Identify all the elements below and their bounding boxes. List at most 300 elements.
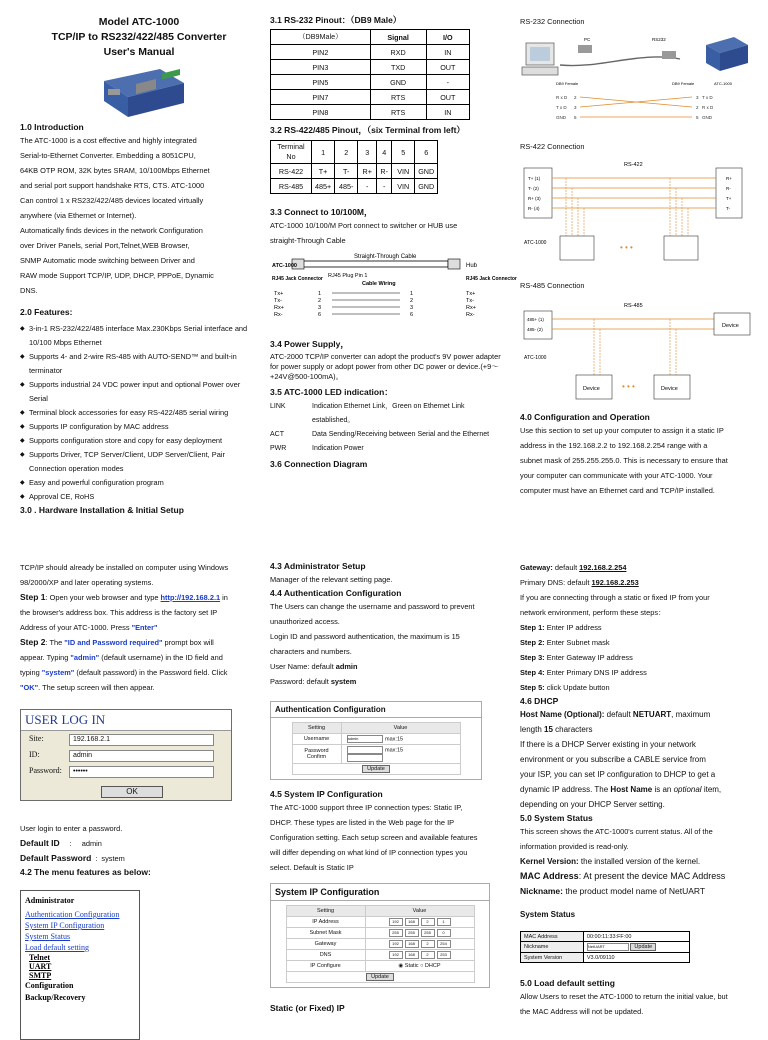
host-end: , maximum [671,710,711,719]
doc-model: Model ATC-1000 [98,16,180,28]
rs422-atc-label: ATC-1000 [524,240,547,246]
table-cell: GND [370,75,426,90]
column-1-bottom [20,560,258,1040]
table-row [292,745,460,764]
default-id-colon: : [69,839,72,848]
table-cell: VIN [392,179,415,194]
table-cell: GND [415,179,438,194]
rs485-conn-heading: RS-485 Connection [520,281,585,290]
table-cell: RS-422 [271,164,312,179]
table-header: （DB9Male） [271,30,371,45]
table-cell: - [358,179,377,194]
left-pin-num: 2 [318,298,322,304]
step-2-text-c: appear. Typing [20,653,71,662]
table-header: 1 [312,141,335,164]
feature-item: ◆ Terminal block accessories for easy RS-422/485 serial wiring [20,406,258,420]
db9-female-label-2: DB9 Female [672,81,695,86]
doc-subtitle: TCP/IP to RS232/422/485 Converter [51,31,227,43]
system-ip-panel [270,883,490,988]
right-connector-label: RJ45 Jack Connector [466,276,517,282]
wire-left-pin: 2 [574,95,577,100]
table-cell: GND [415,164,438,179]
username-value-cell [341,734,460,745]
features-list [20,322,258,504]
status-key: MAC Address [521,932,584,942]
step-label: Step 4: [520,668,545,677]
auth-update-button[interactable]: Update [362,765,390,773]
connect-heading: 3.3 Connect to 10/100M， [270,207,373,217]
host-line [520,707,755,722]
nickname-input[interactable]: NetUART [587,943,629,951]
column-3-bottom [520,560,755,1019]
step-1-line-2: the browser's address box. This address is the factory set IP [20,608,218,617]
dhcp-text-a: dynamic IP address. The [520,785,611,794]
intro-line: DNS. [20,286,38,295]
db9-female-label: DB9 Female [556,81,579,86]
plug-label: RJ45 Plug Pin 1 [328,273,368,279]
table-row [286,972,474,983]
table-row [271,45,470,60]
wire-left-label: R x D [556,95,568,100]
table-row [271,105,470,120]
dns-setting-label: DNS [286,950,365,961]
step-text: Enter Gateway IP address [544,653,633,662]
default-pass-line [270,674,502,689]
nickname-text: the product model name of NetUART [563,886,706,896]
rs232-table [270,29,470,120]
dns-label: Primary DNS: default [520,578,590,587]
intro-line: over Driver Panels, serial Port,Telnet,WEB Browser, [20,241,190,250]
id-input[interactable]: admin [69,750,214,762]
step-label: Step 3: [520,653,545,662]
left-pin: Rx+ [274,305,284,311]
admin-setup-heading: 4.3 Administrator Setup [270,561,366,571]
step-1-label: Step 1 [20,592,46,602]
led-row [270,428,502,442]
table-cell: RTS [370,105,426,120]
intro-line: Automatically finds devices in the network Configuration [20,226,203,235]
rs485-left-pin: 485- (2) [527,327,543,332]
table-header: 6 [415,141,438,164]
table-header-row [292,723,460,734]
sysip-line: will differ depending on what kind of IP connection types you [270,848,468,857]
table-header-row [271,30,470,45]
default-pass-value: system [330,677,357,686]
username-max: max:15 [385,736,404,743]
table-row [286,917,474,928]
table-row [271,164,438,179]
table-cell: - [377,179,392,194]
intro-line: and serial port support handshake RTS, CTS. ATC-1000 [20,181,205,190]
octet-input[interactable]: 255 [421,929,435,937]
table-header: Signal [370,30,426,45]
password-setting-label: Password Confirm [292,745,341,764]
menu-item-system-status[interactable]: System Status [25,932,71,941]
table-row [292,764,460,775]
table-row [292,734,460,745]
connect-line: ATC-1000 10/100/M Port connect to switcher or HUB use [270,221,458,230]
table-cell: OUT [426,60,469,75]
system-ip-table [286,905,475,983]
right-pin: Tx- [466,298,474,304]
power-text: ATC-2000 TCP/IP converter can adopt the product's 9V power adapter for power supply or adopt power from other DC power or device.(+9～+24V@500-100mA)。 [270,352,501,381]
auth-config-panel [270,701,482,780]
octet-input[interactable]: 168 [405,940,419,948]
led-row [270,400,502,428]
atc-label: ATC-1000 [714,81,732,86]
step-text: click Update button [544,683,610,692]
wiring-label: Cable Wiring [362,281,396,287]
step-2-text-e: typing [20,668,42,677]
status-update-button[interactable]: Update [630,943,656,951]
table-cell: R+ [358,164,377,179]
table-header: 3 [358,141,377,164]
rs485-bus-label: RS-485 [624,303,643,309]
menu-item-system-ip[interactable]: System IP Configuration [25,921,105,930]
table-cell: 485- [335,179,358,194]
table-cell: T- [335,164,358,179]
static-step [520,650,755,665]
status-value-cell [583,942,689,953]
dns-value-cell [365,950,474,961]
rs422-left-pin: R- (4) [528,206,540,211]
features-heading: 2.0 Features: [20,307,73,317]
octet-input[interactable]: 253 [437,951,451,959]
rs485-atc-label: ATC-1000 [524,355,547,361]
octet-input[interactable]: 0 [437,929,451,937]
step-2-line-4 [20,680,258,695]
table-header-row [271,141,438,164]
table-header: Setting [292,723,341,734]
octet-input[interactable]: 2 [421,951,435,959]
rs422-left-pin: R+ (3) [528,196,541,201]
table-cell: RTS [370,90,426,105]
right-device-label: Hub [466,263,478,269]
led-row [270,442,502,456]
mac-line [520,869,755,884]
site-label: Site: [29,734,44,743]
site-input[interactable]: 192.168.2.1 [69,734,214,746]
column-1-top [20,14,258,516]
step-2-text-g: . The setup screen will then appear. [38,683,155,692]
right-pin-num: 1 [410,291,414,297]
load-default-line: Allow Users to reset the ATC-1000 to return the initial value, but [520,992,728,1001]
table-row [286,961,474,972]
status-line: This screen shows the ATC-1000's current status. All of the [520,827,713,836]
load-default-heading: 5.0 Load default setting [520,978,615,988]
dhcp-line-4 [520,782,755,797]
feature-item: ◆ Supports Driver, TCP Server/Client, UDP Server/Client, Pair Connection operation modes [20,448,258,476]
setup-line: 98/2000/XP and later operating systems. [20,578,154,587]
octet-input[interactable]: 254 [437,940,451,948]
password-confirm-input[interactable] [347,754,383,762]
rs422-dots: • • • [620,243,633,252]
step-2-line-3 [20,665,258,680]
connect-line: straight-Through Cable [270,236,346,245]
table-header: I/O [426,30,469,45]
factory-url-link[interactable]: http://192.168.2.1 [160,593,221,602]
step-label: Step 1: [520,623,545,632]
step-2-text-b: prompt box will [162,638,214,647]
default-password-colon: : [95,854,98,863]
step-2-line [20,635,258,650]
static-step [520,635,755,650]
gateway-default: default [552,563,580,572]
menu-item-smtp[interactable]: SMTP [29,971,52,980]
wire-right-label: T x D [702,95,713,100]
table-header: Setting [286,906,365,917]
octet-input[interactable]: 1 [437,918,451,926]
table-header: 4 [377,141,392,164]
step-1-text-b: in [220,593,228,602]
dhcp-heading: 4.6 DHCP [520,696,559,706]
table-cell: 485+ [312,179,335,194]
sysip-update-button[interactable]: Update [366,973,394,981]
default-user-value: admin [335,662,358,671]
octet-input[interactable]: 255 [405,929,419,937]
default-password-label: Default Password [20,853,92,863]
intro-line: Can control 1 x RS232/422/485 devices located virtually [20,196,204,205]
cable-diagram [270,252,517,328]
left-pin-num: 6 [318,312,322,318]
dhcp-text-e: item, [701,785,722,794]
login-ok-button[interactable]: OK [101,786,163,798]
username-input[interactable]: admin [347,735,383,743]
table-cell: RS-485 [271,179,312,194]
sysip-line: DHCP. These types are listed in the Web page for the IP [270,818,455,827]
admin-setup-line: Manager of the relevant setting page. [270,575,393,584]
table-header-row [286,906,474,917]
sysip-line: select. Default is Static IP [270,863,354,872]
table-row [286,928,474,939]
step-2-text: : The [45,638,65,647]
rs422-left-pin: T+ (1) [528,176,541,181]
gateway-label: Gateway: [520,563,553,572]
sysip-line: Configuration setting. Each setup screen and available features [270,833,478,842]
step-1-line [20,590,258,605]
menu-item-uart[interactable]: UART [29,962,52,971]
octet-input[interactable]: 192 [389,918,403,926]
menu-item-telnet[interactable]: Telnet [29,953,51,962]
left-connector-label: RJ45 Jack Connector [272,276,323,282]
octet-input[interactable]: 168 [405,918,419,926]
id-password-prompt: "ID and Password required" [64,638,163,647]
intro-text [20,133,258,298]
menu-admin-heading: Administrator [25,896,75,905]
password-input[interactable]: •••••• [69,766,214,778]
led-key: PWR [270,445,287,452]
step-2-text-d: (default username) in the ID field and [99,653,223,662]
rs485-left-pin: 485+ (1) [527,317,544,322]
left-pin-num: 1 [318,291,322,297]
rs422-right-pin: T- [726,206,730,211]
status-heading: 5.0 System Status [520,813,593,823]
setup-line: TCP/IP should already be installed on computer using Windows [20,563,229,572]
load-default-line: the MAC Address will not be updated. [520,1007,644,1016]
host-default: default [604,710,633,719]
octet-input[interactable]: 2 [421,918,435,926]
octet-input[interactable]: 192 [389,940,403,948]
dhcp-line: If there is a DHCP Server existing in your network [520,740,696,749]
length-label: length [520,725,545,734]
step-2-line-2 [20,650,258,665]
led-value: Data Sending/Receiving between Serial and the Ethernet [312,431,490,438]
device-label-right: Device [722,323,739,329]
default-password-value: system [101,854,125,863]
intro-line: 64KB OTP ROM, 32K bytes SRAM, 10/100Mbps Ethernet [20,166,210,175]
auth-config-title: Authentication Configuration [271,702,481,718]
table-row [521,932,690,942]
table-cell: PIN3 [271,60,371,75]
nickname-line [520,884,755,899]
octet-input[interactable]: 168 [405,951,419,959]
password-max: max:15 [385,747,404,754]
intro-heading: 1.0 Introduction [20,122,84,132]
feature-item: ◆ Supports configuration store and copy for easy deployment [20,434,258,448]
password-label: Password: [29,766,62,775]
octet-input[interactable]: 255 [389,929,403,937]
rs485-connection-diagram [520,293,755,405]
sysip-heading: 4.5 System IP Configuration [270,789,383,799]
system-ip-title: System IP Configuration [271,884,489,901]
dns-line [520,575,755,590]
feature-item: ◆ Easy and powerful configuration program [20,476,258,490]
default-id-label: Default ID [20,838,60,848]
table-cell: RXD [370,45,426,60]
column-2-bottom [270,560,502,1014]
rs232-connection-diagram [520,29,755,129]
pc-label: PC [584,37,591,42]
menu-heading: 4.2 The menu features as below: [20,867,151,877]
length-value: 15 [544,725,553,734]
auth-heading: 4.4 Authentication Configuration [270,588,402,598]
cable-label: Straight-Through Cable [354,254,417,260]
dhcp-optional-term: optional [673,785,702,794]
table-cell: R- [377,164,392,179]
menu-item-load-default[interactable]: Load default setting [25,943,89,952]
status-key: System Version [521,953,584,963]
table-row [271,90,470,105]
rs422-right-pin: R+ [726,176,732,181]
table-cell: PIN2 [271,45,371,60]
right-pin-num: 2 [410,298,414,304]
step-1-line-3 [20,620,258,635]
rs232-heading: 3.1 RS-232 Pinout：（DB9 Male） [270,15,402,25]
gateway-value: 192.168.2.254 [579,563,627,572]
table-row [271,60,470,75]
system-status-title: System Status [520,910,576,919]
subnet-setting-label: Subnet Mask [286,928,365,939]
user-login-panel [20,709,232,801]
table-header: Value [365,906,474,917]
rs422-conn-heading: RS-422 Connection [520,142,585,151]
table-cell: PIN8 [271,105,371,120]
menu-backup-heading: Backup/Recovery [25,993,86,1002]
step-label: Step 2: [520,638,545,647]
admin-menu [20,890,140,1040]
step-1-text: : Open your web browser and type [45,593,161,602]
rs422-heading: 3.2 RS-422/485 Pinout，（six Terminal from left） [270,125,465,135]
feature-item: ◆ 3-in-1 RS-232/422/485 interface Max.230Kbps Serial interface and 10/100 Mbps Ethernet [20,322,258,350]
feature-item: ◆ Supports industrial 24 VDC power input and optional Power over Serial [20,378,258,406]
table-row [271,179,438,194]
table-cell: IN [426,45,469,60]
rs232-conn-heading: RS-232 Connection [520,17,585,26]
status-value: V3.0/09110 [583,953,689,963]
rs485-dots: • • • [622,382,635,391]
step-text: Enter Primary DNS IP address [544,668,647,677]
intro-line: anywhere (via Ethernet or Internet). [20,211,137,220]
admin-keyword: "admin" [70,653,100,662]
static-step [520,665,755,680]
table-cell: PIN7 [271,90,371,105]
auth-line: Login ID and password authentication, the maximum is 15 [270,632,460,641]
step-1-text-d: Address of your ATC-1000. Press [20,623,132,632]
wire-right-pin: 3 [696,95,699,100]
left-pin: Rx- [274,312,283,318]
conn-diagram-heading: 3.6 Connection Diagram [270,459,368,469]
dhcp-line-5: depending on your DHCP Server setting. [520,800,665,809]
step-2-text-f: (default password) in the Password field. Click [74,668,228,677]
wire-left-pin: 3 [574,105,577,110]
dhcp-line: your ISP, you can set IP configuration to DHCP to get a [520,770,716,779]
table-cell: IN [426,105,469,120]
nickname-label: Nickname: [520,886,563,896]
status-key: Nickname [521,942,584,953]
column-2-top [270,14,517,470]
step-label: Step 5: [520,683,545,692]
column-3-top [520,14,755,498]
dhcp-text-c: is an [652,785,674,794]
login-note: User login to enter a password. [20,824,123,833]
wire-right-pin: 2 [696,105,699,110]
wire-right-label: R x D [702,105,714,110]
wire-left-label: T x D [556,105,567,110]
device-label: Device [583,386,600,392]
table-row [521,953,690,963]
led-key: LINK [270,403,286,410]
static-step [520,620,755,635]
rs232-label: RS232 [652,37,666,42]
table-header: Value [341,723,460,734]
kernel-label: Kernel Version: [520,857,579,866]
dhcp-hostname-term: Host Name [610,785,653,794]
config-heading: 4.0 Configuration and Operation [520,412,650,422]
ip-configure-radio[interactable]: ◉ Static ○ DHCP [365,961,474,972]
table-cell: VIN [392,164,415,179]
octet-input[interactable]: 192 [389,951,403,959]
right-pin: Rx- [466,312,475,318]
default-user-label: User Name: default [270,662,336,671]
octet-input[interactable]: 2 [421,940,435,948]
table-cell: PIN5 [271,75,371,90]
kernel-line [520,854,755,869]
wire-left-label: GND [556,115,566,120]
led-key: ACT [270,431,284,438]
rs422-connection-diagram [520,154,755,272]
menu-item-authentication[interactable]: Authentication Configuration [25,910,120,919]
ip-setting-label: IP Address [286,917,365,928]
feature-item: ◆ Approval CE, RoHS [20,490,258,504]
wire-right-label: GND [702,115,712,120]
password-input[interactable] [347,746,383,754]
gateway-line [520,560,755,575]
table-cell: OUT [426,90,469,105]
system-status-table [520,931,690,963]
enter-keyword: "Enter" [131,623,158,632]
host-value: NETUART [632,710,672,719]
led-value: Indication Ethernet Link，Green on Ethernet Link established。 [312,403,465,424]
